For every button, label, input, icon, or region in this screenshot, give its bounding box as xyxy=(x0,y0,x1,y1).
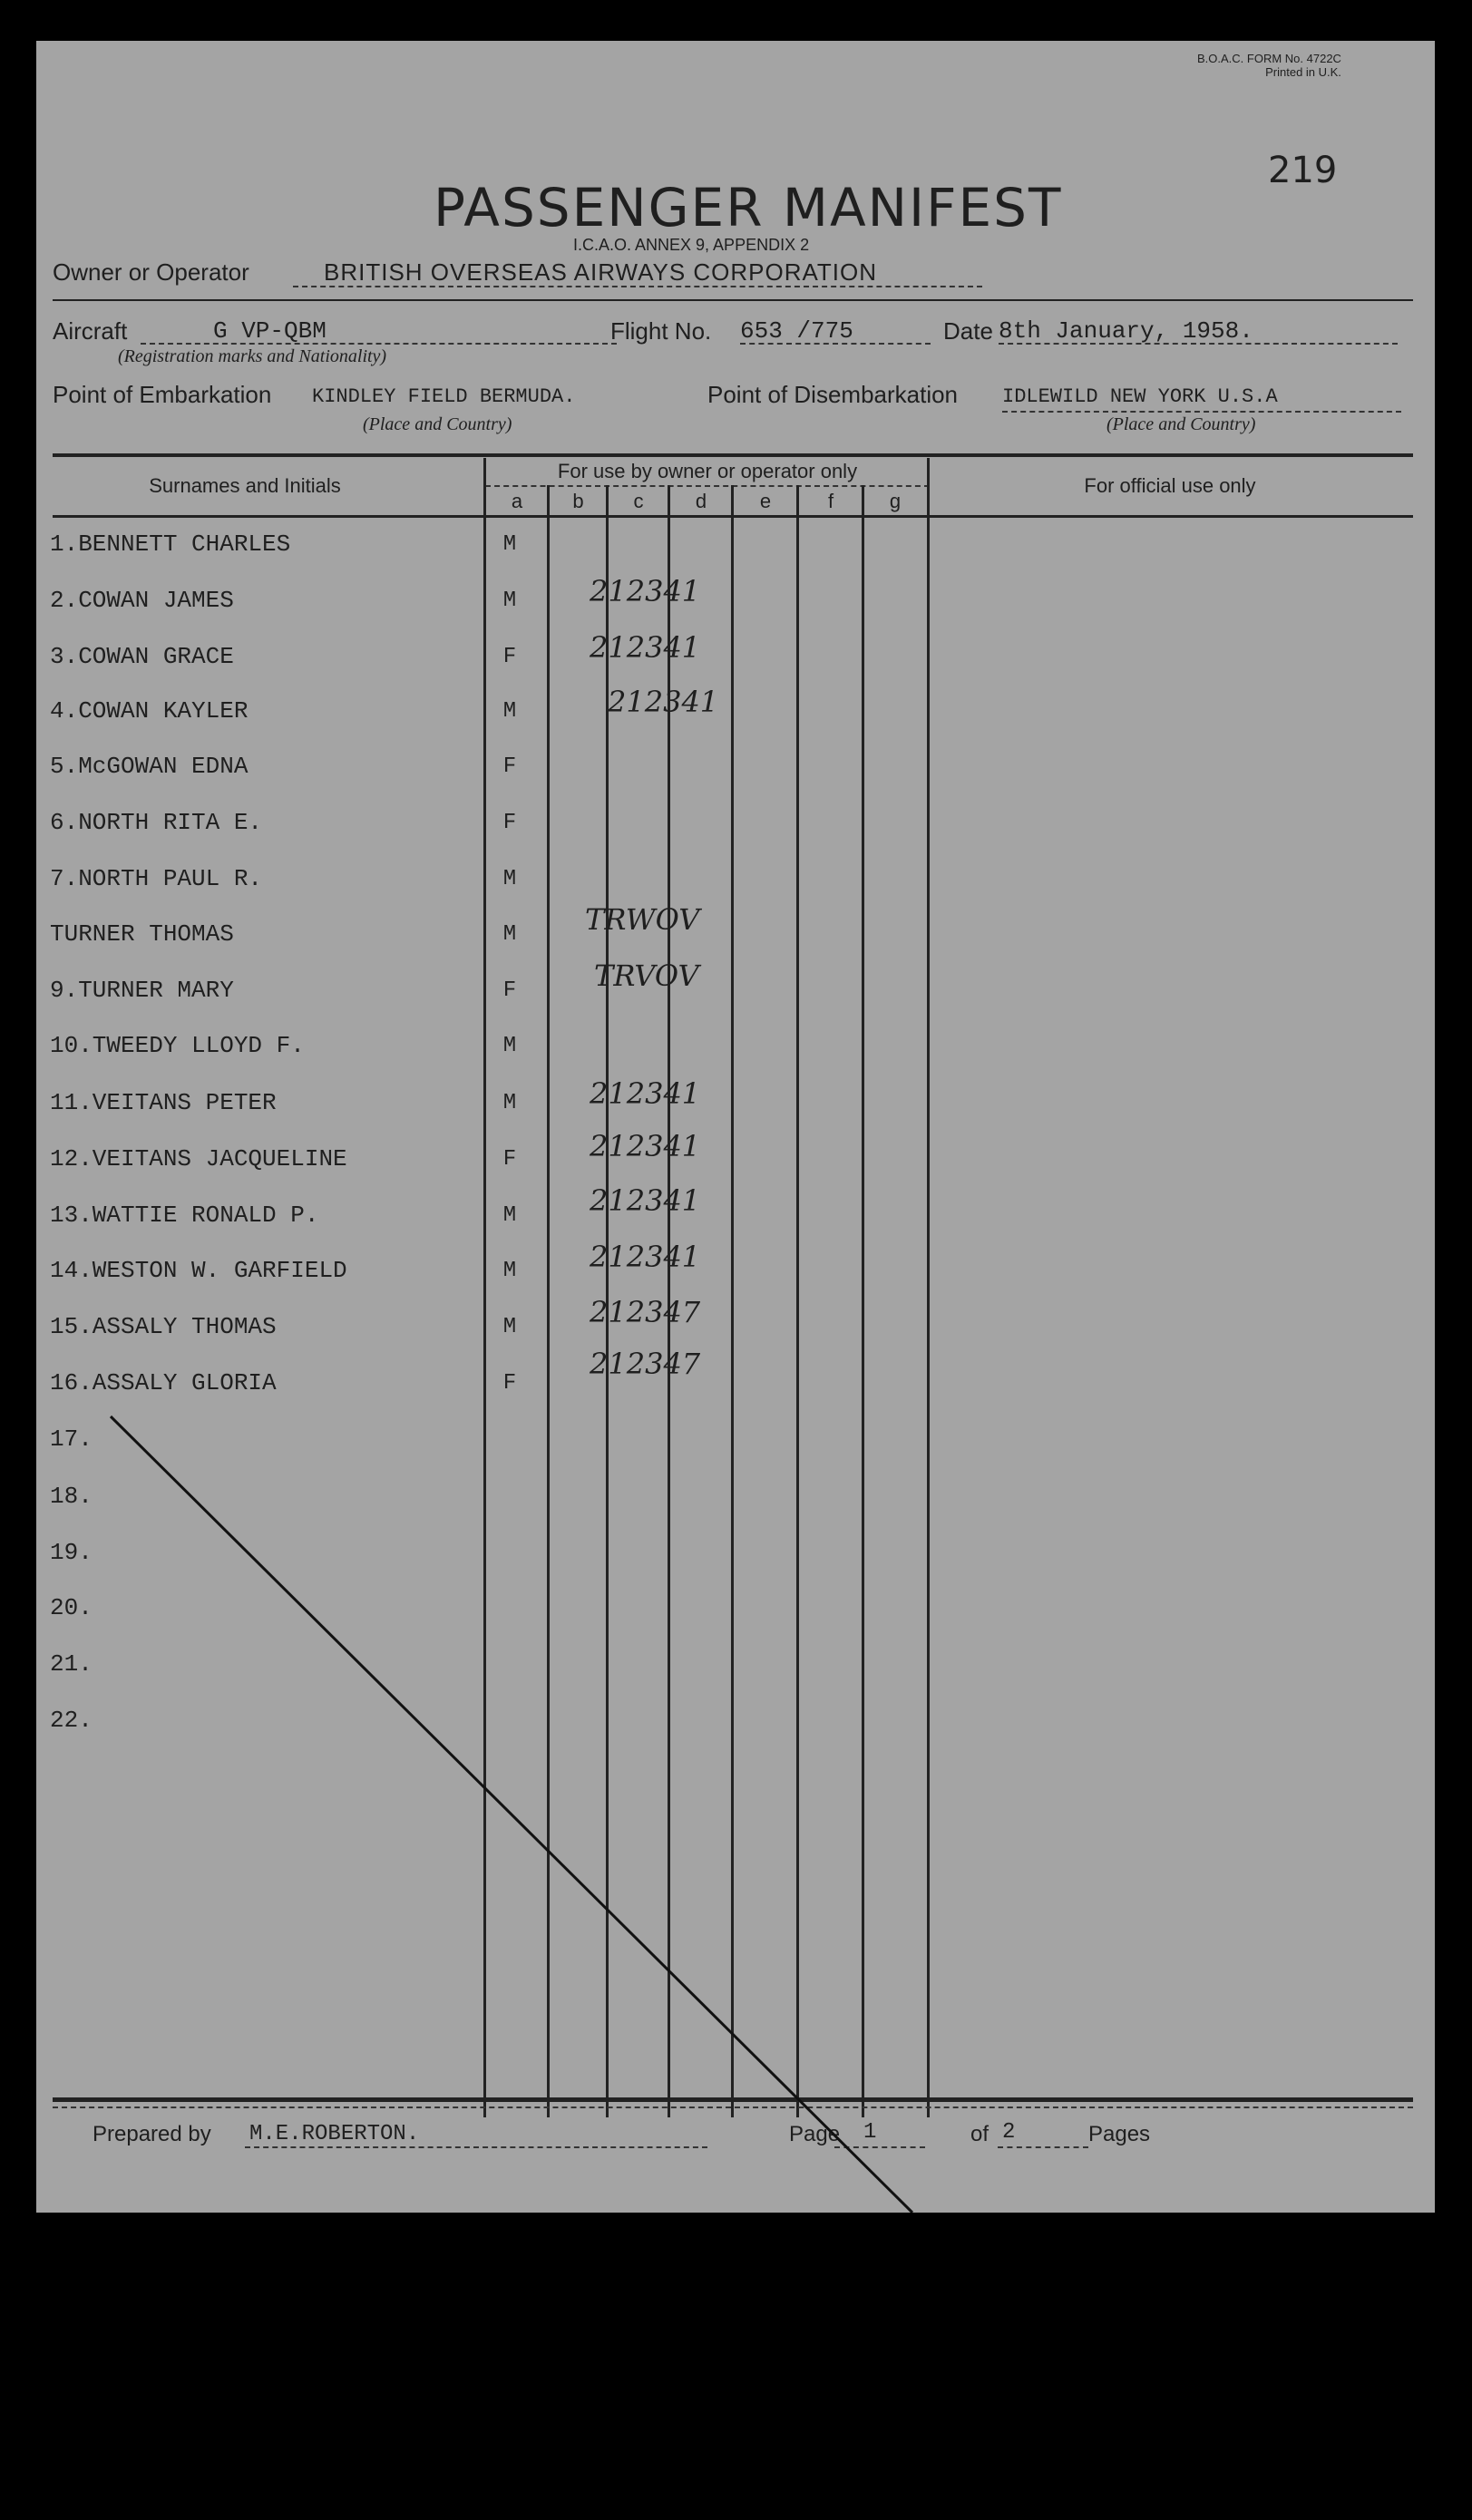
aircraft-label: Aircraft xyxy=(53,317,128,345)
form-number-text: B.O.A.C. FORM No. 4722C xyxy=(1197,52,1341,65)
pages-label: Pages xyxy=(1088,2122,1151,2146)
passenger-code: 212341 xyxy=(590,1129,701,1163)
owner-use-header: For use by owner or operator only xyxy=(557,460,858,482)
col-a-header: a xyxy=(511,490,523,512)
passenger-name: 12.VEITANS JACQUELINE xyxy=(50,1145,347,1172)
passenger-name: 14.WESTON W. GARFIELD xyxy=(50,1257,347,1284)
passenger-sex: M xyxy=(502,867,517,891)
passenger-code: 212341 xyxy=(608,685,719,719)
empty-row-number: 22. xyxy=(50,1707,93,1734)
passenger-name: TURNER THOMAS xyxy=(50,920,234,948)
passenger-name: 2.COWAN JAMES xyxy=(50,587,234,614)
prepared-by-value: M.E.ROBERTON. xyxy=(249,2122,420,2146)
page-value: 1 xyxy=(863,2120,877,2145)
embarkation-label: Point of Embarkation xyxy=(53,381,272,408)
empty-row-number: 19. xyxy=(50,1539,93,1566)
passenger-name: 1.BENNETT CHARLES xyxy=(50,530,291,558)
passenger-name: 4.COWAN KAYLER xyxy=(50,697,249,725)
passenger-sex: F xyxy=(502,1147,517,1172)
empty-row-number: 21. xyxy=(50,1650,93,1678)
of-label: of xyxy=(970,2122,989,2146)
page-title: PASSENGER MANIFEST xyxy=(434,177,1063,238)
passenger-code: TRWOV xyxy=(585,902,700,937)
passenger-sex: M xyxy=(502,1203,517,1228)
of-value: 2 xyxy=(1002,2120,1016,2145)
passenger-code: 212341 xyxy=(590,574,701,608)
passenger-sex: M xyxy=(502,1091,517,1115)
col-b-header: b xyxy=(572,490,584,512)
passenger-name: 9.TURNER MARY xyxy=(50,977,234,1004)
empty-row-number: 20. xyxy=(50,1594,93,1621)
aircraft-value: G VP-QBM xyxy=(213,317,327,345)
col-g-header: g xyxy=(889,490,902,512)
strike-through-line xyxy=(36,41,1435,2213)
passenger-name: 11.VEITANS PETER xyxy=(50,1089,277,1116)
disembarkation-note: (Place and Country) xyxy=(1106,414,1256,434)
page-subtitle: I.C.A.O. ANNEX 9, APPENDIX 2 xyxy=(573,236,810,254)
passenger-sex: F xyxy=(502,1371,517,1396)
passenger-sex: M xyxy=(502,532,517,557)
passenger-name: 3.COWAN GRACE xyxy=(50,643,234,670)
passenger-name: 5.McGOWAN EDNA xyxy=(50,753,249,780)
col-d-header: d xyxy=(695,490,707,512)
embarkation-note: (Place and Country) xyxy=(363,414,512,434)
surnames-header: Surnames and Initials xyxy=(149,474,341,497)
passenger-code: 212341 xyxy=(590,1076,701,1111)
passenger-sex: M xyxy=(502,1315,517,1339)
passenger-name: 16.ASSALY GLORIA xyxy=(50,1369,277,1396)
passenger-sex: M xyxy=(502,1034,517,1058)
passenger-sex: F xyxy=(502,645,517,669)
owner-label: Owner or Operator xyxy=(53,258,249,286)
passenger-code: 212347 xyxy=(590,1295,701,1329)
empty-row-number: 18. xyxy=(50,1483,93,1510)
passenger-name: 10.TWEEDY LLOYD F. xyxy=(50,1032,305,1059)
passenger-sex: M xyxy=(502,922,517,947)
prepared-by-label: Prepared by xyxy=(93,2122,211,2146)
passenger-name: 13.WATTIE RONALD P. xyxy=(50,1202,319,1229)
passenger-code: TRVOV xyxy=(594,958,699,993)
passenger-code: 212341 xyxy=(590,630,701,665)
date-label: Date xyxy=(943,317,993,345)
flight-label: Flight No. xyxy=(610,317,712,345)
printed-in-text: Printed in U.K. xyxy=(1265,65,1341,79)
disembarkation-value: IDLEWILD NEW YORK U.S.A xyxy=(1002,385,1278,408)
passenger-code: 212347 xyxy=(590,1347,701,1381)
official-use-header: For official use only xyxy=(1084,474,1256,497)
manifest-sheet xyxy=(36,41,1435,2213)
passenger-sex: M xyxy=(502,699,517,724)
col-f-header: f xyxy=(827,490,834,512)
passenger-name: 6.NORTH RITA E. xyxy=(50,809,263,836)
passenger-sex: F xyxy=(502,754,517,779)
disembarkation-label: Point of Disembarkation xyxy=(707,381,959,408)
passenger-sex: F xyxy=(502,811,517,835)
passenger-name: 7.NORTH PAUL R. xyxy=(50,865,263,892)
page-label: Page xyxy=(789,2122,841,2146)
flight-value: 653 /775 xyxy=(740,317,853,345)
passenger-code: 212341 xyxy=(590,1183,701,1218)
passenger-name: 15.ASSALY THOMAS xyxy=(50,1313,277,1340)
aircraft-note: (Registration marks and Nationality) xyxy=(118,346,387,366)
col-c-header: c xyxy=(633,490,644,512)
col-e-header: e xyxy=(759,490,772,512)
empty-row-number: 17. xyxy=(50,1425,93,1453)
owner-value: BRITISH OVERSEAS AIRWAYS CORPORATION xyxy=(324,258,878,286)
embarkation-value: KINDLEY FIELD BERMUDA. xyxy=(312,385,576,408)
passenger-sex: M xyxy=(502,589,517,613)
page-stamp-number: 219 xyxy=(1268,150,1338,191)
passenger-sex: M xyxy=(502,1259,517,1283)
passenger-code: 212341 xyxy=(590,1240,701,1274)
date-value: 8th January, 1958. xyxy=(999,317,1253,345)
passenger-sex: F xyxy=(502,978,517,1003)
